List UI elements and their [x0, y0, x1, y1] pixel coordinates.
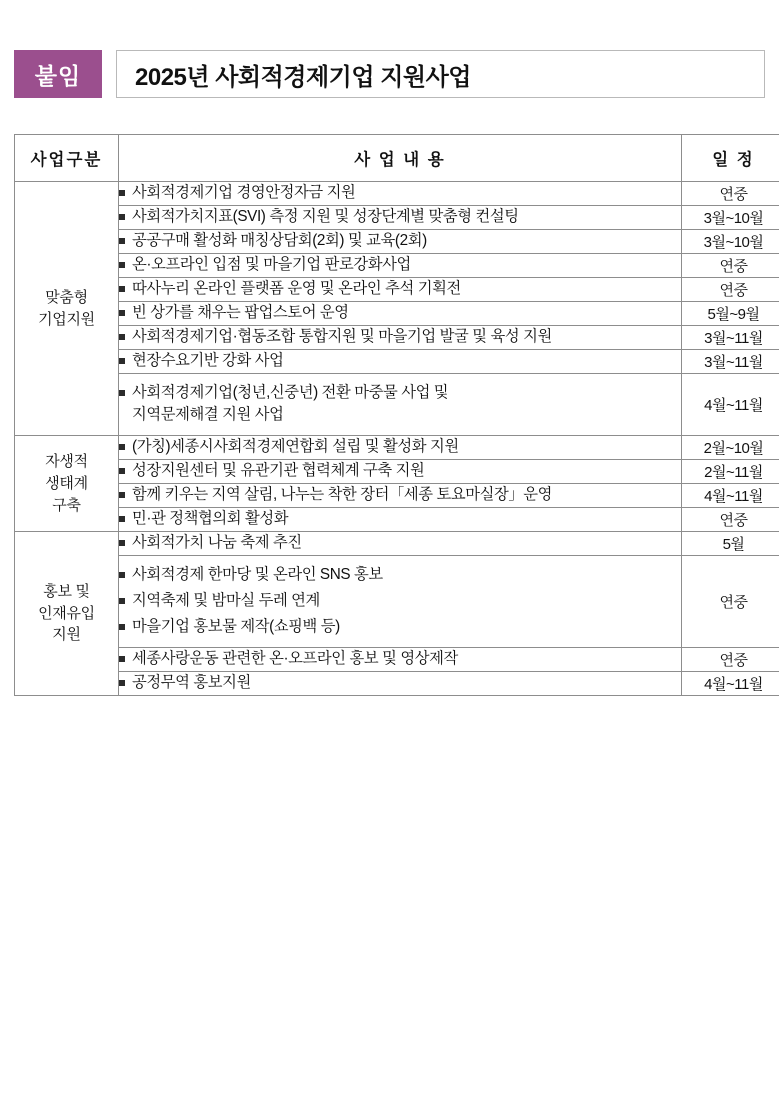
table-row [15, 205, 779, 229]
schedule-cell: 3월~11월 [682, 325, 779, 349]
table-header-row [15, 135, 779, 182]
square-bullet-icon [119, 572, 125, 578]
content-cell [119, 205, 682, 229]
list-item [119, 350, 681, 373]
list-item [119, 564, 681, 587]
square-bullet-icon [119, 516, 125, 522]
list-item [119, 616, 681, 639]
square-bullet-icon [119, 598, 125, 604]
table-row [15, 671, 779, 695]
attachment-badge: 붙임 [14, 50, 102, 98]
table-row [15, 460, 779, 484]
list-item-label: 사회적가치지표(SVI) 측정 지원 및 성장단계별 맞춤형 컨설팅 [132, 207, 519, 225]
table-row [15, 484, 779, 508]
table-row [15, 556, 779, 648]
table-body [15, 182, 779, 696]
square-bullet-icon [119, 190, 125, 196]
list-item [119, 460, 681, 483]
list-item-label: 사회적경제기업 경영안정자금 지원 [132, 184, 356, 201]
list-item [119, 326, 681, 349]
list-item-label: 민·관 정책협의회 활성화 [132, 510, 289, 528]
table-row [15, 182, 779, 206]
list-item-label: 따사누리 온라인 플랫폼 운영 및 온라인 추석 기획전 [132, 279, 461, 297]
content-cell [119, 460, 682, 484]
list-item [119, 382, 681, 428]
square-bullet-icon [119, 656, 125, 662]
schedule-cell: 연중 [682, 277, 779, 301]
content-cell [119, 436, 682, 460]
content-cell [119, 277, 682, 301]
list-item [119, 182, 681, 205]
list-item-label: 지역축제 및 밤마실 두레 연계 [132, 592, 320, 609]
column-header-category: 사업구분 [15, 135, 119, 182]
list-item-label: 사회적경제 한마당 및 온라인 SNS 홍보 [132, 566, 383, 584]
table-row [15, 325, 779, 349]
square-bullet-icon [119, 390, 125, 396]
list-item-label: 현장수요기반 강화 사업 [132, 351, 284, 369]
table-row [15, 229, 779, 253]
list-item [119, 484, 681, 507]
list-item-label: 사회적경제기업(청년,신중년) 전환 마중물 사업 및 지역문제해결 지원 사업 [132, 383, 449, 424]
list-item [119, 254, 681, 277]
content-cell [119, 349, 682, 373]
support-programs-table [14, 134, 779, 696]
schedule-cell: 3월~10월 [682, 229, 779, 253]
content-cell [119, 182, 682, 206]
square-bullet-icon [119, 624, 125, 630]
list-item [119, 302, 681, 325]
category-cell: 자생적 생태계 구축 [15, 436, 119, 532]
schedule-cell: 4월~11월 [682, 671, 779, 695]
square-bullet-icon [119, 310, 125, 316]
schedule-cell: 5월 [682, 532, 779, 556]
content-cell [119, 373, 682, 436]
schedule-cell: 2월~11월 [682, 460, 779, 484]
table-row [15, 301, 779, 325]
content-cell [119, 647, 682, 671]
column-header-schedule: 일 정 [682, 135, 779, 182]
content-cell [119, 532, 682, 556]
schedule-cell: 연중 [682, 556, 779, 648]
square-bullet-icon [119, 492, 125, 498]
square-bullet-icon [119, 238, 125, 244]
list-item [119, 648, 681, 671]
list-item [119, 508, 681, 531]
schedule-cell: 연중 [682, 647, 779, 671]
square-bullet-icon [119, 262, 125, 268]
content-cell [119, 301, 682, 325]
schedule-cell: 4월~11월 [682, 484, 779, 508]
list-item-label: 세종사랑운동 관련한 온·오프라인 홍보 및 영상제작 [132, 649, 458, 667]
schedule-cell: 3월~10월 [682, 205, 779, 229]
schedule-cell: 연중 [682, 253, 779, 277]
table-row [15, 532, 779, 556]
list-item-label: 공정무역 홍보지원 [132, 673, 251, 691]
category-cell: 홍보 및 인재유입 지원 [15, 532, 119, 696]
table-row [15, 253, 779, 277]
content-cell [119, 556, 682, 648]
content-cell [119, 325, 682, 349]
square-bullet-icon [119, 214, 125, 220]
schedule-cell: 연중 [682, 508, 779, 532]
content-cell [119, 229, 682, 253]
square-bullet-icon [119, 468, 125, 474]
list-item [119, 206, 681, 229]
content-cell [119, 484, 682, 508]
list-item-label: 온·오프라인 입점 및 마을기업 판로강화사업 [132, 255, 411, 273]
square-bullet-icon [119, 286, 125, 292]
list-item [119, 532, 681, 555]
list-item-label: 사회적가치 나눔 축제 추진 [132, 534, 302, 552]
square-bullet-icon [119, 680, 125, 686]
list-item [119, 590, 681, 613]
page-title: 2025년 사회적경제기업 지원사업 [116, 50, 765, 98]
list-item-label: 성장지원센터 및 유관기관 협력체계 구축 지원 [132, 462, 425, 480]
square-bullet-icon [119, 444, 125, 450]
category-cell: 맞춤형 기업지원 [15, 182, 119, 436]
list-item [119, 436, 681, 459]
column-header-content: 사 업 내 용 [119, 135, 682, 182]
list-item [119, 278, 681, 301]
list-item-label: 마을기업 홍보물 제작(쇼핑백 등) [132, 617, 340, 635]
table-row [15, 436, 779, 460]
square-bullet-icon [119, 358, 125, 364]
list-item-label: (가칭)세종시사회적경제연합회 설립 및 활성화 지원 [132, 438, 459, 456]
content-cell [119, 253, 682, 277]
list-item-label: 공공구매 활성화 매칭상담회(2회) 및 교육(2회) [132, 231, 427, 249]
list-item-label: 함께 키우는 지역 살림, 나누는 착한 장터「세종 토요마실장」운영 [132, 486, 553, 504]
content-cell [119, 671, 682, 695]
square-bullet-icon [119, 334, 125, 340]
list-item-label: 사회적경제기업·협동조합 통합지원 및 마을기업 발굴 및 육성 지원 [132, 327, 552, 345]
schedule-cell: 2월~10월 [682, 436, 779, 460]
schedule-cell: 3월~11월 [682, 349, 779, 373]
list-item [119, 672, 681, 695]
schedule-cell: 5월~9월 [682, 301, 779, 325]
content-cell [119, 508, 682, 532]
table-row [15, 647, 779, 671]
schedule-cell: 연중 [682, 182, 779, 206]
square-bullet-icon [119, 540, 125, 546]
table-row [15, 349, 779, 373]
table-row [15, 508, 779, 532]
document-header [14, 50, 765, 98]
schedule-cell: 4월~11월 [682, 373, 779, 436]
list-item [119, 230, 681, 253]
list-item-label: 빈 상가를 채우는 팝업스토어 운영 [132, 303, 349, 321]
table-row [15, 373, 779, 436]
table-row [15, 277, 779, 301]
